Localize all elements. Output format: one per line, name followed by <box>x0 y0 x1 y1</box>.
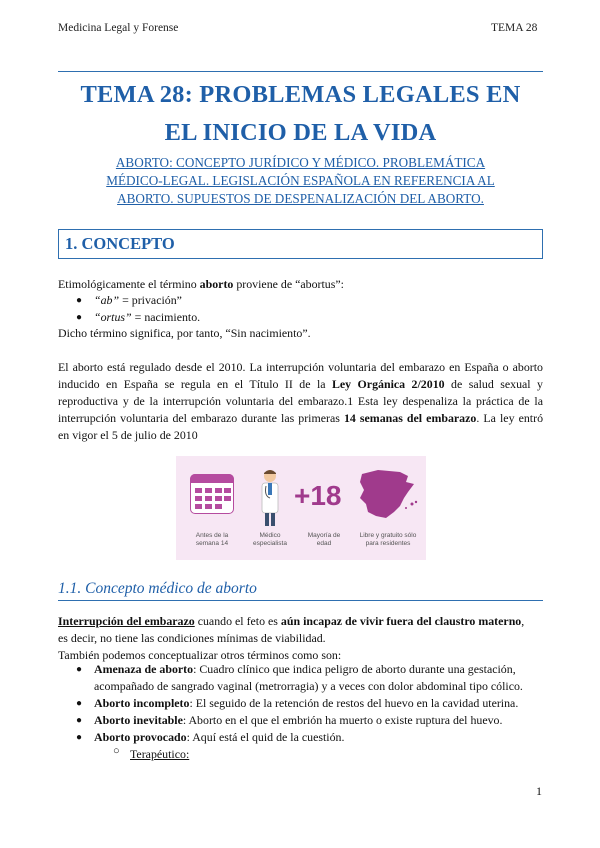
caption-legal-age: Mayoría de edad <box>307 532 341 547</box>
subtitle-line-2: MÉDICO-LEGAL. LEGISLACIÓN ESPAÑOLA EN REFERENCIA AL <box>106 173 495 188</box>
calendar-icon <box>190 474 234 514</box>
hollow-bullet: ○ <box>113 745 120 757</box>
medical-definition: Interrupción del embarazo cuando el feto es aún incapaz de vivir fuera del claustro materno, es decir, no tiene las condiciones mínimas de viabilidad. También podemos conceptualizar otros términos como son: <box>58 614 525 662</box>
spain-map-icon <box>356 468 420 524</box>
bullet-dot: ● <box>76 664 83 675</box>
bullet-dot: ● <box>76 295 83 306</box>
list-item-incompleto: Aborto incompleto: El seguido de la retención de restos del huevo en la cavidad uterina. <box>94 696 519 710</box>
subtitle-line-1: ABORTO: CONCEPTO JURÍDICO Y MÉDICO. PROBLEMÁTICA <box>115 155 486 170</box>
subsection-rule <box>58 600 543 601</box>
list-item-amenaza: Amenaza de aborto: Cuadro clínico que indica peligro de aborto durante una gestación, acompañado de sangrado vaginal (metrorragia) y a veces con dolor abdominal tipo cólico. <box>94 662 523 693</box>
abortion-law-infographic <box>176 456 426 560</box>
list-item: “ab” = privación” <box>94 293 182 307</box>
section-heading: 1. CONCEPTO <box>65 234 175 253</box>
caption-specialist: Médico especialista <box>253 532 287 547</box>
list-item: “ortus” = nacimiento. <box>94 310 201 324</box>
bullet-dot: ● <box>76 698 83 709</box>
section-heading-box <box>58 229 543 259</box>
weeks-limit: 14 semanas del embarazo <box>343 411 477 425</box>
caption-week-14: Antes de la semana 14 <box>195 532 229 547</box>
running-header-right: TEMA 28 <box>491 22 538 34</box>
bullet-dot: ● <box>76 715 83 726</box>
term-aborto: aborto <box>199 277 234 291</box>
caption-free-residents: Libre y gratuito sólo para residentes <box>359 532 417 547</box>
etymology-conclusion: Dicho término significa, por tanto, “Sin nacimiento”. <box>58 326 311 340</box>
page-number: 1 <box>536 784 542 798</box>
bullet-dot: ● <box>76 312 83 323</box>
topic-subtitle <box>58 154 543 208</box>
title-top-rule <box>58 71 543 72</box>
law-paragraph: El aborto está regulado desde el 2010. La interrupción voluntaria del embarazo en España o aborto inducido en España se regula en el Título II de la Ley Orgánica 2/2010 de salud sexual y reproductiva y de la interrupción voluntaria del embarazo.1 Esta ley despenaliza la práctica de la interrupción voluntaria del embarazo durante las primeras 14 semanas del embarazo. La ley entró en vigor el 5 de julio de 2010 <box>58 360 544 442</box>
page-title <box>58 76 543 152</box>
sublist-item-terapeutico: Terapéutico: <box>130 747 190 761</box>
etymology-paragraph: Etimológicamente el término aborto proviene de “abortus”: <box>58 277 344 291</box>
running-header-left: Medicina Legal y Forense <box>58 22 179 34</box>
title-line-2: EL INICIO DE LA VIDA <box>164 119 437 146</box>
term-interrupcion: Interrupción del embarazo <box>58 614 195 628</box>
list-item-inevitable: Aborto inevitable: Aborto en el que el embrión ha muerto o existe ruptura del huevo. <box>94 713 503 727</box>
age-plus-18: +18 <box>294 480 342 511</box>
law-name: Ley Orgánica 2/2010 <box>331 377 445 391</box>
subsection-heading: 1.1. Concepto médico de aborto <box>58 580 257 597</box>
title-line-1: TEMA 28: PROBLEMAS LEGALES EN <box>80 81 521 108</box>
doctor-icon <box>258 468 282 528</box>
list-item-provocado: Aborto provocado: Aquí está el quid de la cuestión. <box>94 730 345 744</box>
bullet-dot: ● <box>76 732 83 743</box>
subtitle-line-3: ABORTO. SUPUESTOS DE DESPENALIZACIÓN DEL ABORTO. <box>117 191 484 206</box>
